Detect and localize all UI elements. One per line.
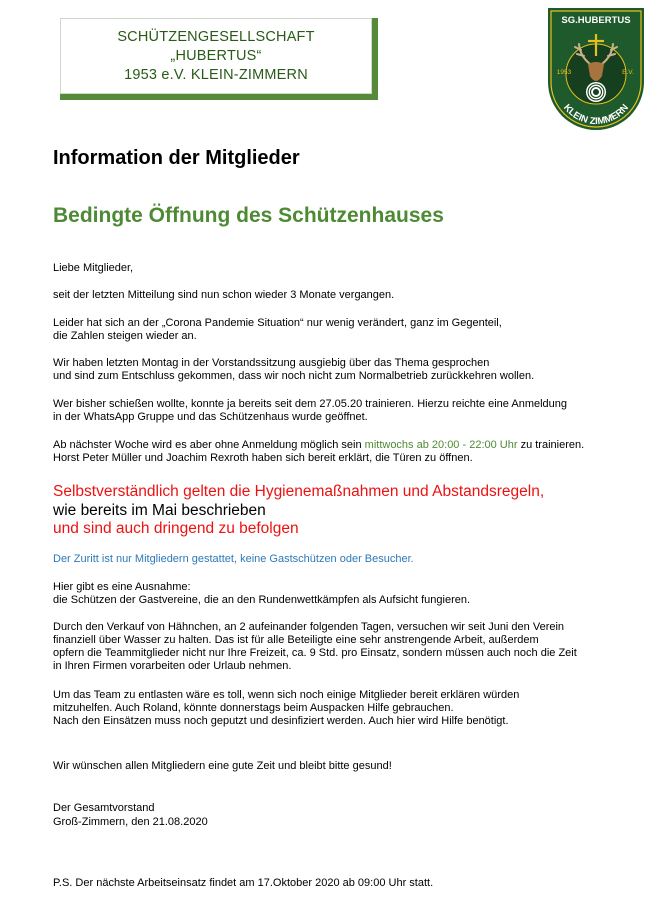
logo-bottom-text: KLEIN ZIMMERN <box>561 102 631 128</box>
paragraph-6-line-2: finanziell über Wasser zu halten. Das ist für alle Beteiligte eine sehr anstrengende Arbeit, außerdem <box>53 634 539 646</box>
hygiene-line-1: Selbstverständlich gelten die Hygienemaßnahmen und Abstandsregeln, <box>53 483 545 500</box>
paragraph-4-line-2: in der WhatsApp Gruppe und das Schützenhaus wurde geöffnet. <box>53 411 368 423</box>
paragraph-3-line-1: Wir haben letzten Montag in der Vorstandssitzung ausgiebig über das Thema gesprochen <box>53 357 490 369</box>
hygiene-line-3: und sind auch dringend zu befolgen <box>53 520 299 537</box>
club-name-box <box>60 18 378 100</box>
page-subtitle: Bedingte Öffnung des Schützenhauses <box>53 204 444 227</box>
paragraph-2-line-1: Leider hat sich an der „Corona Pandemie Situation“ nur wenig verändert, ganz im Gegenteil, <box>53 317 502 329</box>
club-name-inner <box>60 18 372 94</box>
paragraph-3-line-2: und sind zum Entschluss gekommen, dass wir noch nicht zum Normalbetrieb zurückkehren wollen. <box>53 370 535 382</box>
club-logo <box>546 6 646 134</box>
paragraph-5-before: Ab nächster Woche wird es aber ohne Anmeldung möglich sein <box>53 439 365 451</box>
club-name-line-1: SCHÜTZENGESELLSCHAFT <box>117 28 315 45</box>
paragraph-2-line-2: die Zahlen steigen wieder an. <box>53 330 197 342</box>
postscript: P.S. Der nächste Arbeitseinsatz findet am 17.Oktober 2020 ab 09:00 Uhr statt. <box>53 877 434 889</box>
greeting: Liebe Mitglieder, <box>53 262 134 274</box>
exception-line-2: die Schützen der Gastvereine, die an den Rundenwettkämpfen als Aufsicht fungieren. <box>53 594 471 606</box>
exception-line-1: Hier gibt es eine Ausnahme: <box>53 581 191 593</box>
club-name-line-2: „HUBERTUS“ <box>170 47 262 64</box>
paragraph-4-line-1: Wer bisher schießen wollte, konnte ja bereits seit dem 27.05.20 trainieren. Hierzu reichte eine Anmeldung <box>53 398 568 410</box>
paragraph-7-line-1: Um das Team zu entlasten wäre es toll, wenn sich noch einige Mitglieder bereit erklären würden <box>53 689 520 701</box>
closing-wishes: Wir wünschen allen Mitgliedern eine gute Zeit und bleibt bitte gesund! <box>53 760 392 772</box>
paragraph-5-line-2: Horst Peter Müller und Joachim Rexroth haben sich bereit erklärt, die Türen zu öffnen. <box>53 452 473 464</box>
paragraph-6-line-3: opfern die Teammitglieder nicht nur Ihre Freizeit, ca. 9 Std. pro Einsatz, sondern müssen auch noch die Zeit <box>53 647 577 659</box>
signature-line-1: Der Gesamtvorstand <box>53 802 155 814</box>
signature-line-2: Groß-Zimmern, den 21.08.2020 <box>53 816 208 828</box>
logo-ev: E.V. <box>622 69 634 76</box>
logo-year: 1953 <box>556 69 572 76</box>
paragraph-7-line-3: Nach den Einsätzen muss noch geputzt und desinfiziert werden. Auch hier wird Hilfe benötigt. <box>53 715 509 727</box>
paragraph-5-line-1 <box>53 439 584 452</box>
hygiene-line-2: wie bereits im Mai beschrieben <box>53 502 266 519</box>
paragraph-7-line-2: mitzuhelfen. Auch Roland, könnte donnerstags beim Auspacken Hilfe gebrauchen. <box>53 702 454 714</box>
training-time-highlight: mittwochs ab 20:00 - 22:00 Uhr <box>364 439 518 451</box>
access-notice: Der Zuritt ist nur Mitgliedern gestattet, keine Gastschützen oder Besucher. <box>53 553 414 565</box>
target-icon <box>586 82 606 102</box>
club-name-line-3: 1953 e.V. KLEIN-ZIMMERN <box>124 66 308 83</box>
paragraph-6-line-1: Durch den Verkauf von Hähnchen, an 2 aufeinander folgenden Tagen, versuchen wir seit Juni den Verein <box>53 621 565 633</box>
paragraph-5-after: zu trainieren. <box>517 439 585 451</box>
paragraph-1: seit der letzten Mitteilung sind nun schon wieder 3 Monate vergangen. <box>53 289 395 301</box>
paragraph-6-line-4: in Ihren Firmen vorarbeiten oder Urlaub nehmen. <box>53 660 292 672</box>
page-title: Information der Mitglieder <box>53 147 300 169</box>
logo-top-text: SG.HUBERTUS <box>561 15 631 26</box>
